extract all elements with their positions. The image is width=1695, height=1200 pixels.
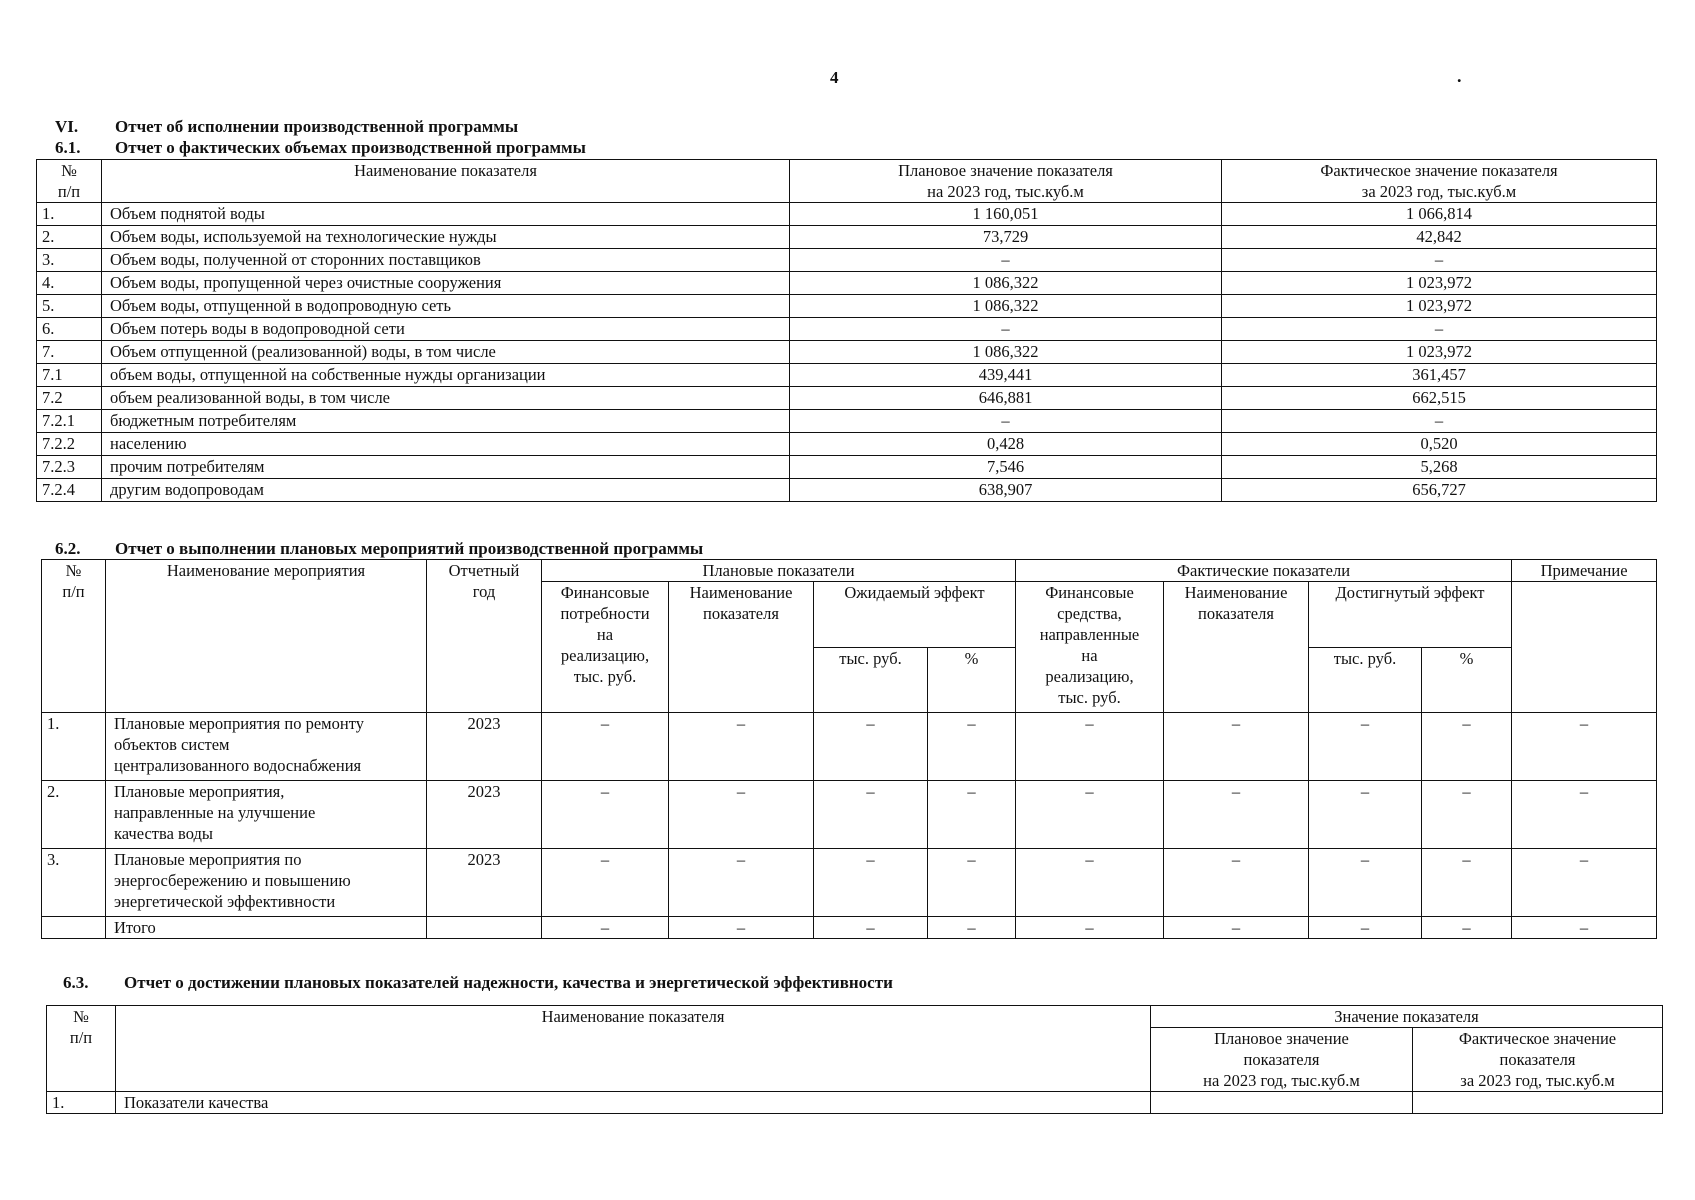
row-fact: – bbox=[1222, 249, 1657, 272]
s61-title: Отчет о фактических объемах производственной программы bbox=[115, 138, 586, 157]
cell-value: – bbox=[542, 917, 669, 939]
col-header-fact bbox=[1413, 1028, 1663, 1092]
row-number: 5. bbox=[37, 295, 102, 318]
row-name: прочим потребителям bbox=[102, 456, 790, 479]
col-header-planned: Плановые показатели bbox=[542, 560, 1016, 582]
row-fact: 656,727 bbox=[1222, 479, 1657, 502]
row-plan: 7,546 bbox=[790, 456, 1222, 479]
row-plan: 638,907 bbox=[790, 479, 1222, 502]
activity-text: качества воды bbox=[114, 824, 213, 843]
row-plan: 1 086,322 bbox=[790, 272, 1222, 295]
total-year-empty bbox=[427, 917, 542, 939]
table-row bbox=[37, 341, 1657, 364]
cell-value: – bbox=[669, 713, 814, 781]
table-row bbox=[42, 849, 1657, 917]
row-plan: 0,428 bbox=[790, 433, 1222, 456]
cell-value: – bbox=[1016, 849, 1164, 917]
row-fact: 0,520 bbox=[1222, 433, 1657, 456]
header-text: Плановое значение показателя bbox=[898, 161, 1113, 180]
row-fact: 1 023,972 bbox=[1222, 295, 1657, 318]
table-row bbox=[37, 479, 1657, 502]
row-number: 7.2.3 bbox=[37, 456, 102, 479]
col-header-number bbox=[42, 560, 106, 713]
header-text: направленные bbox=[1039, 625, 1140, 644]
row-fact: 361,457 bbox=[1222, 364, 1657, 387]
header-text: Наименование bbox=[689, 583, 793, 602]
col-header-achieved-pct: % bbox=[1422, 647, 1512, 713]
row-number: 7. bbox=[37, 341, 102, 364]
s62-title: Отчет о выполнении плановых мероприятий производственной программы bbox=[115, 539, 704, 558]
row-plan: 1 160,051 bbox=[790, 203, 1222, 226]
table-header-row bbox=[37, 160, 1657, 203]
col-header-number bbox=[37, 160, 102, 203]
production-volumes-table bbox=[36, 159, 1657, 502]
row-number: 2. bbox=[42, 781, 106, 849]
cell-value: – bbox=[669, 849, 814, 917]
header-text: п/п bbox=[62, 582, 85, 601]
cell-value: – bbox=[1016, 917, 1164, 939]
col-header-actual: Фактические показатели bbox=[1016, 560, 1512, 582]
s62-number: 6.2. bbox=[55, 539, 81, 558]
col-header-fin-spent bbox=[1016, 582, 1164, 713]
row-plan: 1 086,322 bbox=[790, 341, 1222, 364]
row-plan: 439,441 bbox=[790, 364, 1222, 387]
row-name: Объем поднятой воды bbox=[102, 203, 790, 226]
cell-value: – bbox=[928, 713, 1016, 781]
table-row bbox=[37, 387, 1657, 410]
cell-value: – bbox=[814, 917, 928, 939]
activity-text: объектов систем bbox=[114, 735, 230, 754]
reliability-indicators-table bbox=[46, 1005, 1663, 1114]
table-row bbox=[42, 781, 1657, 849]
cell-value: – bbox=[1512, 849, 1657, 917]
col-header-activity: Наименование мероприятия bbox=[106, 560, 427, 713]
header-text: средства, bbox=[1057, 604, 1122, 623]
header-text: Финансовые bbox=[1045, 583, 1134, 602]
cell-value: – bbox=[1309, 917, 1422, 939]
row-number: 7.2.1 bbox=[37, 410, 102, 433]
col-header-indicator-actual bbox=[1164, 582, 1309, 713]
activity-text: энергосбережению и повышению bbox=[114, 871, 351, 890]
header-text: № bbox=[65, 561, 82, 580]
cell-value: – bbox=[1512, 917, 1657, 939]
header-text: показателя bbox=[703, 604, 779, 623]
row-number: 1. bbox=[42, 713, 106, 781]
col-header-year bbox=[427, 560, 542, 713]
col-header-expected-effect: Ожидаемый эффект bbox=[814, 582, 1016, 648]
row-name: Объем воды, пропущенной через очистные сооружения bbox=[102, 272, 790, 295]
page-number: 4 bbox=[830, 68, 839, 87]
header-text: № bbox=[61, 161, 77, 180]
row-number: 7.2.4 bbox=[37, 479, 102, 502]
row-fact: 1 066,814 bbox=[1222, 203, 1657, 226]
cell-value: – bbox=[1512, 781, 1657, 849]
cell-value: – bbox=[1164, 713, 1309, 781]
header-text: тыс. руб. bbox=[1058, 688, 1121, 707]
header-text: показателя bbox=[1499, 1050, 1576, 1069]
cell-value: – bbox=[669, 917, 814, 939]
header-text: Финансовые bbox=[560, 583, 650, 602]
total-label: Итого bbox=[106, 917, 427, 939]
cell-value: – bbox=[1164, 917, 1309, 939]
row-fact: 5,268 bbox=[1222, 456, 1657, 479]
col-header-fin-need bbox=[542, 582, 669, 713]
col-header-note-empty bbox=[1512, 582, 1657, 713]
cell-value: – bbox=[928, 781, 1016, 849]
row-fact: – bbox=[1222, 318, 1657, 341]
header-text: на 2023 год, тыс.куб.м bbox=[927, 182, 1084, 201]
col-header-achieved-effect: Достигнутый эффект bbox=[1309, 582, 1512, 648]
header-text: потребности bbox=[560, 604, 650, 623]
row-name: бюджетным потребителям bbox=[102, 410, 790, 433]
row-number: 1. bbox=[47, 1092, 116, 1114]
table-row bbox=[37, 249, 1657, 272]
table-row bbox=[37, 295, 1657, 318]
row-activity bbox=[106, 713, 427, 781]
col-header-name: Наименование показателя bbox=[116, 1006, 1151, 1092]
header-text: Фактическое значение показателя bbox=[1320, 161, 1558, 180]
cell-value: – bbox=[669, 781, 814, 849]
s61-number: 6.1. bbox=[55, 138, 81, 157]
table-header-row bbox=[47, 1006, 1663, 1028]
activity-text: централизованного водоснабжения bbox=[114, 756, 362, 775]
row-year: 2023 bbox=[427, 781, 542, 849]
header-text: № bbox=[73, 1007, 89, 1026]
row-name: другим водопроводам bbox=[102, 479, 790, 502]
col-header-name: Наименование показателя bbox=[102, 160, 790, 203]
col-header-achieved-rub: тыс. руб. bbox=[1309, 647, 1422, 713]
header-text: Фактическое значение bbox=[1458, 1029, 1617, 1048]
s63-title: Отчет о достижении плановых показателей надежности, качества и энергетической эффективности bbox=[124, 973, 893, 992]
row-name: населению bbox=[102, 433, 790, 456]
header-text: реализацию, bbox=[1045, 667, 1134, 686]
cell-value: – bbox=[542, 713, 669, 781]
header-text: Плановое значение bbox=[1214, 1029, 1349, 1048]
header-text: Наименование bbox=[1184, 583, 1288, 602]
cell-value: – bbox=[1164, 781, 1309, 849]
table-row bbox=[37, 410, 1657, 433]
row-name: объем реализованной воды, в том числе bbox=[102, 387, 790, 410]
row-name: Объем воды, полученной от сторонних поставщиков bbox=[102, 249, 790, 272]
header-text: на 2023 год, тыс.куб.м bbox=[1203, 1071, 1360, 1090]
cell-value: – bbox=[1512, 713, 1657, 781]
row-fact bbox=[1413, 1092, 1663, 1114]
activity-text: Плановые мероприятия, bbox=[114, 782, 285, 801]
total-row bbox=[42, 917, 1657, 939]
table-row bbox=[37, 226, 1657, 249]
row-plan bbox=[1151, 1092, 1413, 1114]
section-title: Отчет об исполнении производственной программы bbox=[115, 117, 519, 136]
row-name: Объем потерь воды в водопроводной сети bbox=[102, 318, 790, 341]
row-number: 3. bbox=[37, 249, 102, 272]
col-header-indicator-planned bbox=[669, 582, 814, 713]
row-fact: 42,842 bbox=[1222, 226, 1657, 249]
row-year: 2023 bbox=[427, 713, 542, 781]
s63-number: 6.3. bbox=[63, 973, 89, 992]
header-text: на bbox=[596, 625, 614, 644]
row-name: Объем воды, отпущенной в водопроводную сеть bbox=[102, 295, 790, 318]
cell-value: – bbox=[928, 849, 1016, 917]
header-text: показателя bbox=[1198, 604, 1274, 623]
row-name: Объем отпущенной (реализованной) воды, в том числе bbox=[102, 341, 790, 364]
cell-value: – bbox=[1422, 713, 1512, 781]
row-number: 6. bbox=[37, 318, 102, 341]
cell-value: – bbox=[1309, 781, 1422, 849]
col-header-note: Примечание bbox=[1512, 560, 1657, 582]
header-text: п/п bbox=[69, 1028, 93, 1047]
header-text: за 2023 год, тыс.куб.м bbox=[1460, 1071, 1615, 1090]
cell-value: – bbox=[1422, 849, 1512, 917]
header-text: тыс. руб. bbox=[573, 667, 637, 686]
row-plan: – bbox=[790, 410, 1222, 433]
cell-value: – bbox=[1309, 713, 1422, 781]
header-text: год bbox=[472, 582, 496, 601]
row-name: Объем воды, используемой на технологические нужды bbox=[102, 226, 790, 249]
planned-activities-table bbox=[41, 559, 1657, 939]
table-row bbox=[37, 272, 1657, 295]
cell-value: – bbox=[814, 713, 928, 781]
cell-value: – bbox=[542, 849, 669, 917]
table-row bbox=[47, 1092, 1663, 1114]
cell-value: – bbox=[1164, 849, 1309, 917]
row-fact: 662,515 bbox=[1222, 387, 1657, 410]
row-number: 3. bbox=[42, 849, 106, 917]
row-year: 2023 bbox=[427, 849, 542, 917]
header-text: за 2023 год, тыс.куб.м bbox=[1361, 182, 1517, 201]
header-text: п/п bbox=[57, 182, 81, 201]
cell-value: – bbox=[928, 917, 1016, 939]
row-number: 2. bbox=[37, 226, 102, 249]
row-name: объем воды, отпущенной на собственные нужды организации bbox=[102, 364, 790, 387]
activity-text: направленные на улучшение bbox=[114, 803, 316, 822]
col-header-value: Значение показателя bbox=[1151, 1006, 1663, 1028]
row-plan: 646,881 bbox=[790, 387, 1222, 410]
activity-text: энергетической эффективности bbox=[114, 892, 336, 911]
page-mark-dot: . bbox=[1457, 66, 1462, 86]
activity-text: Плановые мероприятия по bbox=[114, 850, 302, 869]
cell-value: – bbox=[814, 781, 928, 849]
row-plan: 73,729 bbox=[790, 226, 1222, 249]
row-plan: – bbox=[790, 249, 1222, 272]
table-header-row bbox=[42, 560, 1657, 582]
activity-text: Плановые мероприятия по ремонту bbox=[114, 714, 364, 733]
col-header-plan bbox=[1151, 1028, 1413, 1092]
table-row bbox=[37, 203, 1657, 226]
row-number: 1. bbox=[37, 203, 102, 226]
cell-value: – bbox=[814, 849, 928, 917]
row-number: 7.1 bbox=[37, 364, 102, 387]
col-header-expected-rub: тыс. руб. bbox=[814, 647, 928, 713]
row-number: 4. bbox=[37, 272, 102, 295]
cell-value: – bbox=[1016, 781, 1164, 849]
section-number: VI. bbox=[55, 117, 79, 136]
row-plan: 1 086,322 bbox=[790, 295, 1222, 318]
row-fact: 1 023,972 bbox=[1222, 272, 1657, 295]
row-activity bbox=[106, 849, 427, 917]
cell-value: – bbox=[1016, 713, 1164, 781]
table-row bbox=[37, 433, 1657, 456]
row-fact: – bbox=[1222, 410, 1657, 433]
col-header-fact bbox=[1222, 160, 1657, 203]
table-row bbox=[42, 713, 1657, 781]
header-text: на bbox=[1081, 646, 1098, 665]
cell-value: – bbox=[542, 781, 669, 849]
col-header-plan bbox=[790, 160, 1222, 203]
row-name: Показатели качества bbox=[116, 1092, 1151, 1114]
table-row bbox=[37, 364, 1657, 387]
table-row bbox=[37, 456, 1657, 479]
row-activity bbox=[106, 781, 427, 849]
header-text: Отчетный bbox=[448, 561, 520, 580]
cell-value: – bbox=[1422, 917, 1512, 939]
header-text: реализацию, bbox=[560, 646, 650, 665]
col-header-expected-pct: % bbox=[928, 647, 1016, 713]
cell-value: – bbox=[1309, 849, 1422, 917]
total-number-empty bbox=[42, 917, 106, 939]
row-number: 7.2.2 bbox=[37, 433, 102, 456]
row-fact: 1 023,972 bbox=[1222, 341, 1657, 364]
row-plan: – bbox=[790, 318, 1222, 341]
header-text: показателя bbox=[1243, 1050, 1320, 1069]
cell-value: – bbox=[1422, 781, 1512, 849]
table-row bbox=[37, 318, 1657, 341]
col-header-number bbox=[47, 1006, 116, 1092]
row-number: 7.2 bbox=[37, 387, 102, 410]
